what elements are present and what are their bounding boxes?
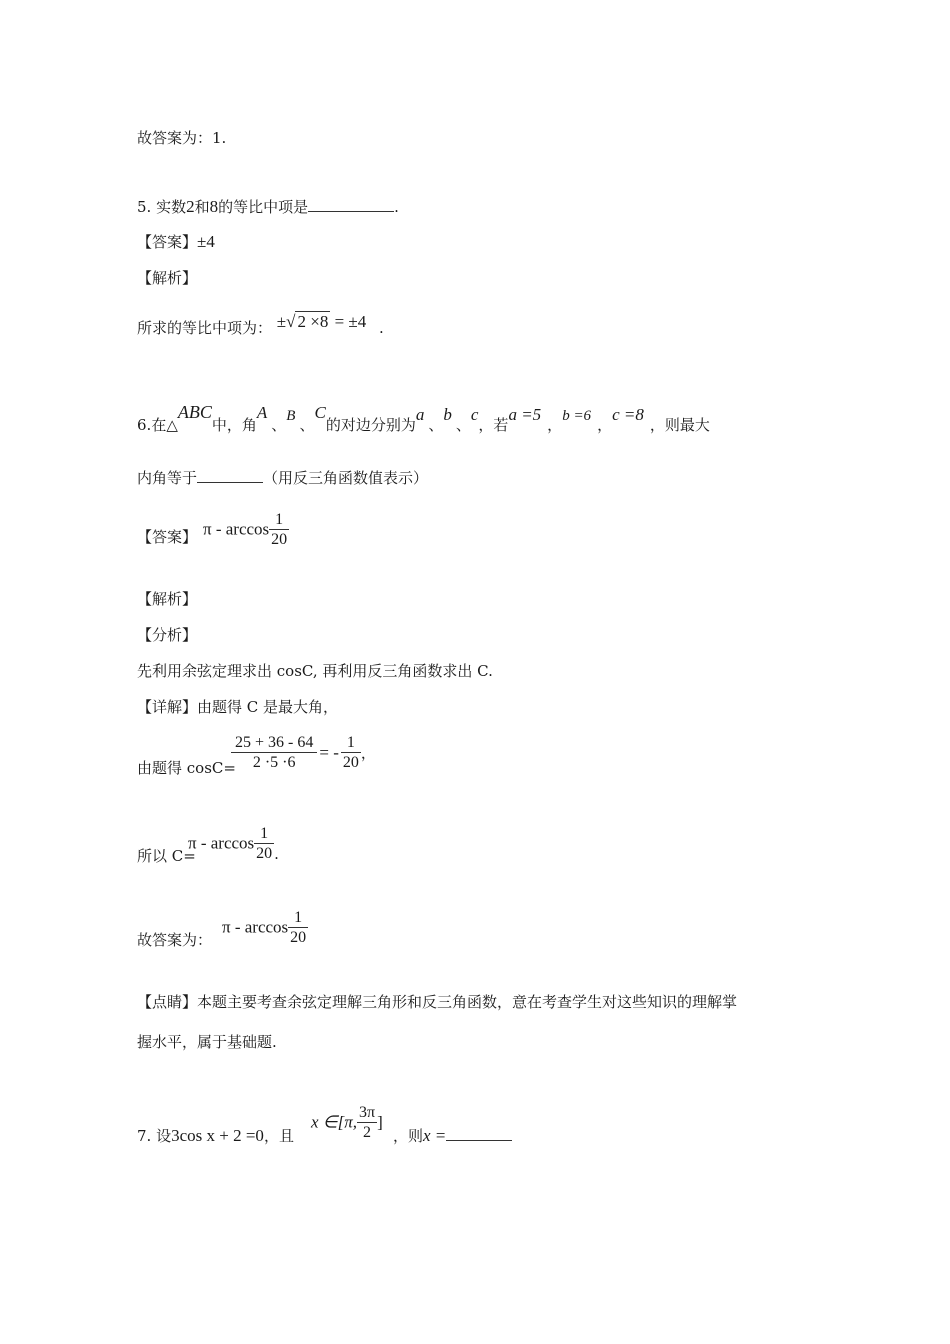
q6-cos-end: ， (360, 744, 376, 762)
q6-side-a: a (415, 405, 425, 424)
q6-eq-c: c =8 (612, 405, 644, 424)
q6-comma-3: ， (597, 416, 613, 434)
q6-comma-2: ， (547, 416, 563, 434)
q5-formula-pm: ± (276, 312, 287, 331)
q7-tail (393, 1126, 512, 1146)
q6-text-mid: 中，角 (211, 416, 257, 434)
q6-so-fraction (254, 824, 274, 863)
q5-answer-line (137, 232, 215, 252)
q6-angle-a: A (256, 403, 268, 422)
q6-final-expr: π - arccos (222, 917, 289, 937)
q5-answer-value: ±4 (197, 232, 215, 251)
q6-so-label: 所以 C= (137, 847, 196, 865)
q6-sep-2: 、 (299, 416, 315, 434)
q6-answer-fraction (269, 510, 289, 549)
q5-explain-text: 所求的等比中项为： (137, 319, 273, 337)
q6-detail-label: 【详解】 (137, 698, 198, 716)
q6-cos-denominator: 2 ·5 ·6 (231, 752, 317, 772)
q5-analysis-label: 【解析】 (137, 269, 198, 287)
q6-answer-formula (203, 510, 289, 549)
q6-comment-label: 【点睛】 (137, 993, 198, 1011)
q5-formula-result: = ±4 (334, 312, 367, 331)
q6-fenxi-label: 【分析】 (137, 626, 198, 644)
q6-text-in: 在△ (151, 416, 178, 434)
q7-range-denominator: 2 (357, 1122, 377, 1142)
q6-side-c: c (470, 405, 479, 424)
q6-detail-line (137, 697, 338, 717)
question-7 (137, 1126, 294, 1146)
q7-then: ，则 (393, 1127, 424, 1145)
q6-final-numerator: 1 (294, 909, 303, 926)
q6-cos-result-fraction (341, 733, 361, 772)
q7-range (311, 1103, 383, 1142)
q6-triangle-abc: ABC (177, 402, 212, 422)
q6-answer-blank (197, 470, 263, 483)
q6-sep-1: 、 (271, 416, 287, 434)
q5-explain-end: . (379, 319, 384, 337)
q6-line2-b: （用反三角函数值表示） (263, 469, 429, 487)
q7-answer-blank (446, 1128, 512, 1141)
q6-final-denominator: 20 (290, 929, 307, 946)
q6-cos-numerator: 25 + 36 - 64 (235, 734, 314, 751)
q6-sep-4: 、 (455, 416, 471, 434)
q7-range-fraction (357, 1103, 377, 1142)
q7-prefix: 7. 设 (137, 1127, 172, 1145)
q6-cos-result-denominator: 20 (342, 754, 359, 771)
q5-number-2: 2 (186, 197, 195, 216)
q6-angle-c: C (314, 403, 326, 422)
q6-comment-line-2: 握水平，属于基础题. (137, 1033, 277, 1051)
question-5 (137, 197, 399, 217)
q7-range-prefix: x ∈[π, (311, 1112, 357, 1132)
q6-comment-line-1 (137, 992, 737, 1012)
q5-answer-label: 【答案】 (137, 233, 198, 251)
q6-text-max: ，则最大 (649, 416, 710, 434)
q6-cos-fraction (231, 733, 317, 772)
q6-line2-a: 内角等于 (137, 469, 198, 487)
question-6-line-2 (137, 468, 428, 488)
q5-explain-line (137, 312, 384, 338)
q7-equation: 3cos x + 2 =0 (171, 1126, 264, 1145)
q6-comment-text-1: 本题主要考查余弦定理解三角形和反三角函数，意在考查学生对这些知识的理解掌 (197, 993, 738, 1011)
q6-final-fraction (288, 908, 308, 947)
q6-sep-3: 、 (428, 416, 444, 434)
q5-number-8: 8 (209, 197, 219, 216)
q6-number: 6. (137, 416, 152, 434)
q6-text-if: 若 (493, 416, 509, 434)
q6-so-numerator: 1 (260, 825, 269, 842)
q5-formula-radicand: 2 ×8 (297, 312, 329, 331)
q7-range-numerator: 3π (359, 1104, 376, 1121)
q7-x-equals: x = (423, 1126, 447, 1145)
q6-answer-numerator: 1 (275, 511, 284, 528)
q7-range-end: ] (377, 1112, 383, 1132)
q7-mid: ，且 (263, 1127, 294, 1145)
q5-stem-a: 5. 实数 (137, 198, 187, 216)
q5-answer-blank (308, 199, 394, 212)
q6-so-end: . (274, 845, 279, 863)
q6-final-label: 故答案为： (137, 931, 213, 949)
q6-angle-b: B (286, 408, 296, 424)
q6-cos-formula (231, 733, 376, 772)
q6-side-b: b (443, 405, 452, 424)
question-6-line-1 (137, 402, 710, 436)
q6-text-sides: 的对边分别为 (325, 416, 416, 434)
q6-cos-label: 由题得 cosC= (137, 759, 236, 777)
q6-cos-equals: = - (319, 742, 339, 762)
q6-so-denominator: 20 (256, 845, 273, 862)
q6-comma-1: ， (478, 416, 494, 434)
q6-fenxi-text: 先利用余弦定理求出 cosC, 再利用反三角函数求出 C. (137, 662, 493, 680)
q5-stem-b: 和 (194, 198, 210, 216)
q5-stem-c: 的等比中项是 (218, 198, 309, 216)
q6-eq-a: a =5 (508, 405, 542, 424)
q6-answer-label: 【答案】 (137, 528, 198, 546)
q6-final-formula (222, 908, 308, 947)
q6-so-formula (188, 824, 279, 863)
q6-cos-result-numerator: 1 (346, 734, 355, 751)
q6-answer-denominator: 20 (271, 531, 288, 548)
q6-answer-expr: π - arccos (203, 519, 270, 539)
q6-eq-b: b =6 (562, 408, 592, 424)
q6-analysis-label: 【解析】 (137, 590, 198, 608)
q5-stem-end: . (394, 198, 399, 216)
previous-answer-line: 故答案为：1. (137, 129, 227, 147)
q5-formula: ±√ 2 ×8 = ±4 (276, 312, 367, 331)
q6-so-expr: π - arccos (188, 833, 255, 853)
q6-detail-text: 由题得 C 是最大角， (197, 698, 339, 716)
